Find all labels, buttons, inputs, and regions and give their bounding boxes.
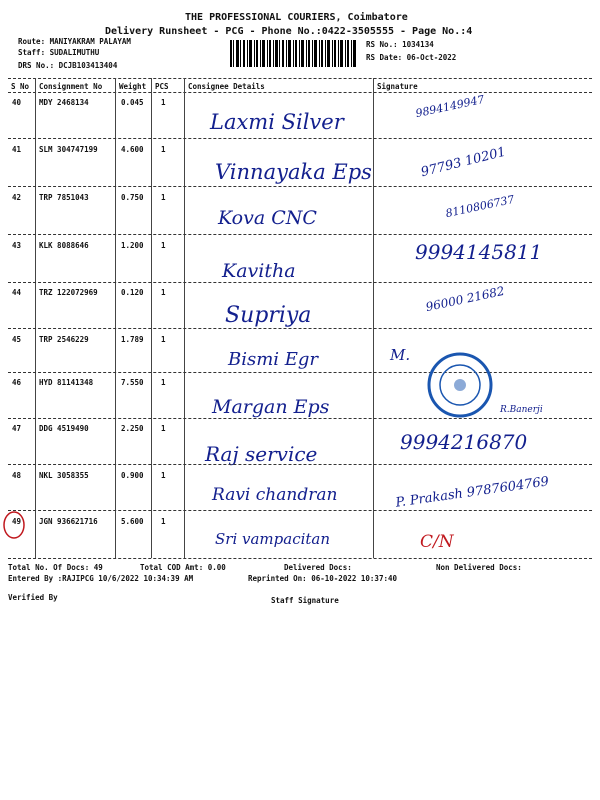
row-sno: 45 bbox=[12, 335, 22, 344]
col-header-consignment: Consignment No bbox=[39, 82, 103, 91]
row-signature: M. bbox=[390, 346, 411, 364]
row-pcs: 1 bbox=[161, 193, 166, 202]
row-signature: 9894149947 bbox=[414, 92, 486, 121]
row-pcs: 1 bbox=[161, 471, 166, 480]
row-rule bbox=[8, 234, 592, 235]
row-rule bbox=[8, 372, 592, 373]
row-consignee-handwritten: Margan Eps bbox=[212, 396, 330, 418]
row-consignment: DDG 4519490 bbox=[39, 424, 89, 433]
row-weight: 0.750 bbox=[121, 193, 144, 202]
row-consignment: KLK 8088646 bbox=[39, 241, 89, 250]
row-weight: 0.900 bbox=[121, 471, 144, 480]
row-pcs: 1 bbox=[161, 335, 166, 344]
col-header-consignee: Consignee Details bbox=[188, 82, 265, 91]
row-rule bbox=[8, 138, 592, 139]
row-sno: 43 bbox=[12, 241, 22, 250]
row-consignment: HYD 81141348 bbox=[39, 378, 94, 387]
row-weight: 0.045 bbox=[121, 98, 144, 107]
row-consignee-handwritten: Kavitha bbox=[222, 260, 296, 282]
row-signature: 9994216870 bbox=[400, 430, 528, 454]
row-consignee-handwritten: Laxmi Silver bbox=[210, 110, 344, 134]
row-weight: 1.789 bbox=[121, 335, 144, 344]
table-top-rule bbox=[8, 78, 592, 79]
row-sno: 47 bbox=[12, 424, 22, 433]
row-consignment: TRP 2546229 bbox=[39, 335, 89, 344]
row-consignee-handwritten: Supriya bbox=[225, 303, 312, 328]
row-consignee-handwritten: Kova CNC bbox=[218, 207, 317, 229]
row-weight: 0.120 bbox=[121, 288, 144, 297]
reprinted-on: Reprinted On: 06-10-2022 10:37:40 bbox=[248, 574, 398, 583]
row-rule bbox=[8, 186, 592, 187]
staff-signature-label: Staff Signature bbox=[271, 596, 339, 605]
row-weight: 2.250 bbox=[121, 424, 144, 433]
row-weight: 7.550 bbox=[121, 378, 144, 387]
row-pcs: 1 bbox=[161, 378, 166, 387]
row-rule bbox=[8, 418, 592, 419]
total-docs: Total No. Of Docs: 49 bbox=[8, 563, 103, 572]
row-sno: 48 bbox=[12, 471, 22, 480]
row-consignee-handwritten: Bismi Egr bbox=[228, 349, 319, 370]
row-consignment: TRP 7851043 bbox=[39, 193, 89, 202]
row-signature: P. Prakash 9787604769 bbox=[394, 474, 550, 511]
row-sno: 49 bbox=[12, 517, 22, 526]
row-sno: 44 bbox=[12, 288, 22, 297]
col-header-sno: S No bbox=[11, 82, 30, 91]
row-weight: 4.600 bbox=[121, 145, 144, 154]
row-pcs: 1 bbox=[161, 517, 166, 526]
row-signature: R.Banerji bbox=[500, 405, 543, 415]
col-divider bbox=[151, 78, 152, 558]
row-pcs: 1 bbox=[161, 288, 166, 297]
runsheet-subtitle: Delivery Runsheet - PCG - Phone No.:0422-3505555 - Page No.:4 bbox=[105, 26, 473, 37]
col-header-pcs: PCS bbox=[155, 82, 169, 91]
drs-number: DRS No.: DCJB103413404 bbox=[18, 61, 118, 70]
total-cod: Total COD Amt: 0.00 bbox=[140, 563, 226, 572]
col-header-weight: Weight bbox=[119, 82, 147, 91]
row-consignee-handwritten: Ravi chandran bbox=[212, 485, 338, 505]
row-consignment: NKL 3058355 bbox=[39, 471, 89, 480]
row-rule bbox=[8, 510, 592, 511]
row-consignment: SLM 304747199 bbox=[39, 145, 98, 154]
row-consignment: JGN 936621716 bbox=[39, 517, 98, 526]
row-sno: 40 bbox=[12, 98, 22, 107]
row-consignee-handwritten: Vinnayaka Eps bbox=[215, 160, 372, 184]
col-divider bbox=[373, 78, 374, 558]
col-divider bbox=[115, 78, 116, 558]
row-sno: 41 bbox=[12, 145, 22, 154]
row-consignment: MDY 2468134 bbox=[39, 98, 89, 107]
staff-label: Staff: SUDALIMUTHU bbox=[18, 48, 100, 57]
barcode-image bbox=[230, 40, 358, 67]
row-signature: 97793 10201 bbox=[419, 144, 508, 181]
row-pcs: 1 bbox=[161, 98, 166, 107]
rs-date: RS Date: 06-Oct-2022 bbox=[366, 53, 457, 62]
col-header-signature: Signature bbox=[377, 82, 418, 91]
header-bottom-rule bbox=[8, 92, 592, 93]
row-weight: 1.200 bbox=[121, 241, 144, 250]
col-divider bbox=[184, 78, 185, 558]
row-sno: 42 bbox=[12, 193, 22, 202]
non-delivered-docs: Non Delivered Docs: bbox=[436, 563, 522, 572]
row-rule bbox=[8, 464, 592, 465]
row-weight: 5.600 bbox=[121, 517, 144, 526]
delivery-stamp-icon bbox=[425, 350, 495, 420]
entered-by: Entered By :RAJIPCG 10/6/2022 10:34:39 AM bbox=[8, 574, 194, 583]
rs-number: RS No.: 1034134 bbox=[366, 40, 434, 49]
row-pcs: 1 bbox=[161, 145, 166, 154]
row-pcs: 1 bbox=[161, 241, 166, 250]
row-rule bbox=[8, 328, 592, 329]
row-sno: 46 bbox=[12, 378, 22, 387]
company-title: THE PROFESSIONAL COURIERS, Coimbatore bbox=[185, 12, 408, 23]
row-signature: 9994145811 bbox=[415, 240, 543, 264]
row-signature: 8110806737 bbox=[444, 192, 516, 221]
row-signature: 96000 21682 bbox=[424, 283, 506, 315]
row-consignee-handwritten: Raj service bbox=[205, 442, 318, 466]
col-divider bbox=[35, 78, 36, 558]
table-bottom-rule bbox=[8, 558, 592, 559]
row-consignee-handwritten: Sri vampacitan bbox=[215, 530, 331, 548]
row-consignment: TRZ 122072969 bbox=[39, 288, 98, 297]
row-pcs: 1 bbox=[161, 424, 166, 433]
delivered-docs: Delivered Docs: bbox=[284, 563, 352, 572]
verified-by: Verified By bbox=[8, 593, 58, 602]
row-signature: C/N bbox=[420, 532, 454, 552]
row-rule bbox=[8, 282, 592, 283]
route-label: Route: MANIYAKRAM PALAYAM bbox=[18, 37, 131, 46]
